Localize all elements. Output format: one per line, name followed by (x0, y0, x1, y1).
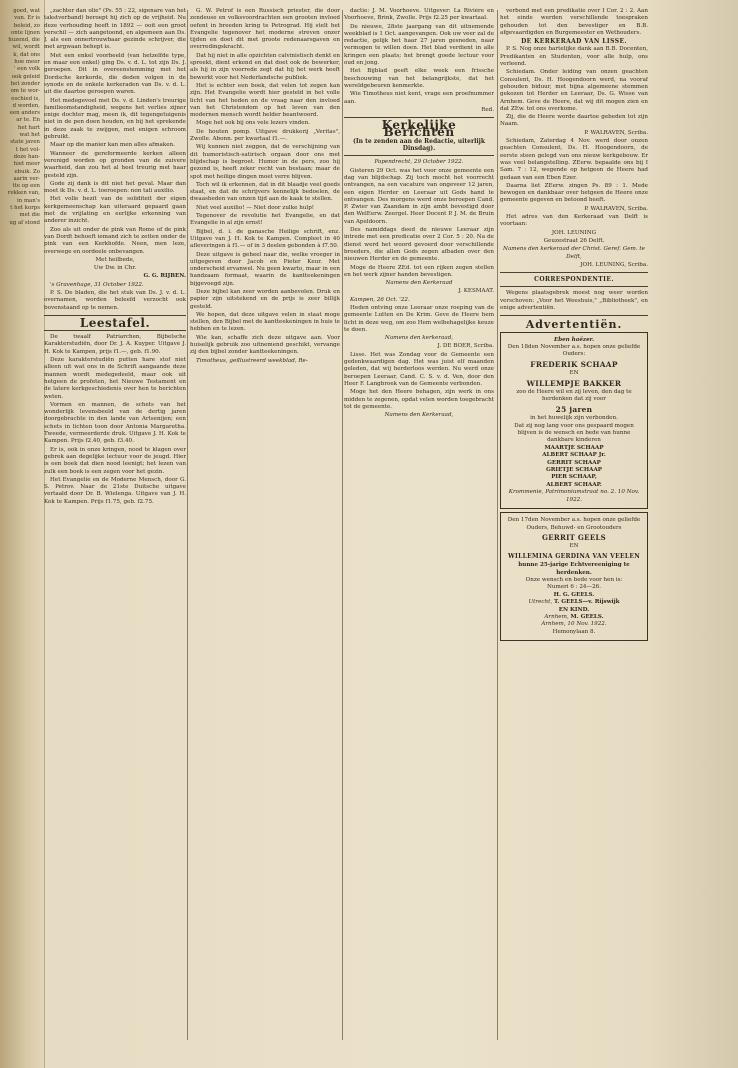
paragraph: P. S. Nog onze hartelijke dank aan B.B. Docenten, Predikanten en Studenten, voor alle hulp, ons verleend. (500, 46, 648, 68)
ad-name: GERRIT GEELS (541, 532, 607, 542)
ad-line: hunne 25-jarige Echtvereeniging te herdenken. (518, 562, 630, 576)
column-2 (190, 8, 340, 1048)
ad-line: in het huwelijk zijn verbonden. (530, 415, 618, 422)
margin-fragment: deze han- (13, 153, 40, 160)
margin-fragment: t het korps (10, 205, 40, 212)
margin-fragment: ebuik. Zo (14, 168, 40, 175)
paragraph: Wegens plaatsgebrek moest nog weer worden verschoven: „Voor het Weeshuis," „Bibliotheek", en enige advertentiën. (500, 290, 648, 311)
ad-line: EN (569, 370, 579, 377)
address: Namens den kerkeraad der Christ. Geref. Gem. te Delft, (503, 246, 645, 260)
margin-fragment: rekken van, (7, 190, 40, 197)
column-3 (344, 8, 494, 1048)
paragraph: Maar op die manier kan men alles afmaken. (50, 142, 175, 149)
paragraph: Wij kunnen niet zeggen, dat de verschijning van dit humoristisch-satirisch orgaan door ons met blijdschap is begroet. Humor in de pers, zoo hij gezond is, heeft zeker recht van bestaan; maar de spot met heilige dingen moet verre blijven. (190, 144, 340, 180)
address: JOH. LEUNING, Scriba. (580, 261, 648, 268)
paragraph: De nieuwe, 28ste jaargang van dit uitnemende weekblad is 1 Oct. aangevangen. Ook uw veer zal de redactie, gelijk het haar 27 jaren gesneden, naar vermogen te willen doen. Het blad verdient in alle kringen een plaats; het brengt goede lectuur voor oud en jong. (344, 23, 494, 67)
paragraph: Er is, ook in onze kringen, nood te klagen over gebrek aan degelijke lectuur voor de jeugd. Hier is een boek dat dien nood leenigt; het lezen van zulk een boek is een zegen voor het gezin. (44, 446, 186, 475)
paragraph: verbond met een predikatie over I Cor. 2 : 2. Aan het einde werden verschillende toespraken gehouden tot den bevestiger en B.B. afgevaardigden en Burgemeester en Wethouders. (500, 8, 648, 36)
review-entry: De houten pomp. Uitgave drukkerij „Veritas", Zwolle. Abonn. per kwartaal f1.—. (190, 128, 340, 143)
left-margin-column (2, 8, 40, 1048)
paragraph: Het Bijblad geeft elke week een frissche beschouwing van het belangrijkste, dat het wereldgebeuren kenmerkte. (344, 68, 494, 89)
ad-name: FREDERIK SCHAAP (530, 359, 618, 369)
paragraph: We hopen, dat deze uitgave velen in staat moge stellen, den Bijbel met de kantteekeningen in huis te hebben en te lezen. (190, 311, 340, 333)
paragraph: Deze bijbel kan zeer worden aanbevolen. Druk en papier zijn uitstekend en de prijs is zeer billijk gesteld. (190, 288, 340, 310)
margin-fragment: ug af stond (9, 219, 40, 226)
margin-fragment: t het vol- (15, 146, 40, 153)
ad-place: Krommenie, Patrimoniumstraat no. 2. 10 Nov. 1922. (508, 489, 640, 503)
paragraph: Timotheus, geïllustreerd weekblad, Re- (196, 357, 308, 364)
ad-family-name: GRIETJE SCHAAP (546, 467, 602, 474)
margin-fragment: huzend, die (8, 37, 40, 44)
margin-fragment: in man's (17, 197, 40, 204)
paragraph: Moge de Heere ZEd. tot een rijken zegen stellen en het werk zijner handen bevestigen. (344, 264, 494, 278)
ad-name: WILLEMINA GERDINA VAN VEELEN (507, 552, 641, 560)
margin-fragment: wil, wordt (12, 44, 40, 51)
signature: P. WALRAVEN, Scriba. (584, 205, 648, 212)
divider (500, 286, 648, 287)
column-4 (500, 8, 648, 1048)
margin-fragment: met die (19, 212, 40, 219)
margin-fragment: tte op een (12, 183, 40, 190)
closing: Met heilbede, (95, 256, 135, 263)
ad-place: Arnhem, 10 Nov. 1922. (541, 621, 607, 628)
ad-family-name: EN KIND. (558, 606, 590, 613)
ad-family-name: T. GEELS—v. Rijswijk (553, 599, 620, 606)
paragraph: Gode zij dank is dit niet het geval. Maar dan moet ik Ds. v. d. L. toeroepen: non tali auxilio. (44, 180, 186, 195)
ad-family-name: M. GEELS. (570, 613, 604, 620)
ad-line: zoo de Heere wil en zij leven, den dag te herdenken dat zij voor (516, 389, 632, 403)
paragraph: Tegenover de revolutie het Evangelie, en dat Evangelie in al zijn ernst! (190, 213, 340, 227)
paragraph: Het adres van den Kerkeraad van Delft is voortaan: (500, 214, 648, 228)
margin-fragment: state javen (10, 139, 40, 146)
divider (44, 330, 186, 331)
signature: Namens den Kerkeraad, (384, 412, 454, 419)
ad-line: Dat zij nog lang voor ons gespaard mogen blijven is de wensch en bede van hunne dankbare kinderen (514, 422, 634, 444)
ad-line (506, 599, 642, 606)
margin-fragment: een anders (9, 110, 40, 117)
margin-fragment: het hart (18, 124, 40, 131)
paragraph: Deze karakterstudiën putten hare stof niet alleen uit wat ons in de Schrift aangaande deze mannen wordt medegedeeld, maar ook uit hetgeen de profeten, het Nieuwe Testament en de latere kerkgeschiedenis over hen te berichten weten. (44, 357, 186, 400)
paragraph: Deze uitgave is geheel naar die, welke vroeger in uitgegeven door Jacob en Pieter Keur. Met onderscheid ervanwel. Nu geen kwarto, maar in een handzaam formaat, waarin de kantteekeningen bijgevoegd zijn. (190, 251, 340, 287)
ad-place: Arnhem, (544, 613, 569, 620)
section-title-advertentien: Advertentiën. (525, 318, 623, 332)
signature: J. DE BOER, Scriba. (437, 343, 494, 350)
ad-family-name: H. G. GEELS. (553, 591, 595, 598)
paragraph: Het medegevoel met Ds. v. d. Linden's treurige familieomstandigheid, wegens het verlies zijner enige dochter mag, meen ik, dit tegengetuigenis niet in de pen doen houden, en bij het sprekende in deze zaak te zwijgen, met enigen schroom gebruikt. (44, 97, 186, 141)
postscript: P. S. De bladen, die het stuk van Ds. J. v. d. L. overnamen, worden beleefd verzocht ook bovenstaand op te nemen. (44, 289, 186, 311)
signature: Namens den kerkeraad, (384, 335, 454, 342)
dateline: Papendrecht, 29 October 1922. (374, 159, 464, 166)
ad-years: 25 jaren (555, 404, 593, 414)
paragraph: Wanneer de gereformeerde kerken alleen verenigd worden op gronden van de zuivere waarheid, dan zou het al heel treurig met haar gesteld zijn. (44, 150, 186, 179)
ad-family-name: MAARTJE SCHAAP (544, 444, 604, 451)
column-divider (497, 10, 498, 1040)
paragraph: Daarna liet ZEerw. zingen Ps. 89 : 1. Mede bewogen en dankbaar over hetgeen de Heere onze gemeente gegeven en betoond heeft. (500, 182, 648, 204)
paragraph: dactie: J. M. Voorhoeve. Uitgever: La Rivière en Voorhoeve, Brink, Zwolle. Prijs f2.25 per kwartaal. (344, 8, 494, 22)
advertisement-schaap (500, 332, 648, 510)
ad-line (506, 614, 642, 621)
divider (500, 272, 648, 273)
margin-fragment: van. Er is (14, 15, 40, 22)
paragraph: Schiedam. Onder leiding van onzen geachten Consulent, Ds. H. Hoogendoorn werd, na vooraf gehouden biduur, met bijna algemeene stemmen gekozen tot Herder en Leeraar, Ds. G. Wisse van Arnhem. Geve de Heere, dat wij dit mogen zien en dat ZEw. tot ons overkome. (500, 69, 648, 112)
margin-fragment: om te wor- (10, 88, 40, 95)
paragraph: Gisteren 29 Oct. was het voor onze gemeente een dag van blijdschap. Zij toch mocht het voorrecht ontvangen, na een vacature van ongeveer 12 jaren, een eigen Herder en Leeraar uit Gods hand te ontvangen. Des morgens werd onze beroepen Cand. P. Zwier van Zaandam in zijn ambt bevestigd door den WelEerw. Zeergel. Heer Docent P. J. M. de Bruin van Apeldoorn. (344, 167, 494, 225)
signature: P. WALRAVEN, Scriba. (584, 129, 648, 136)
paragraph: Dat hij niet in alle opzichten calvinistisch denkt en spreekt, dient erkend en dat doet ook de bewerker, als hij in zijn voorrede zegt dat hij het werk heeft bewerkt voor het Nederlandsche publiek. (190, 52, 340, 81)
page-shadow (648, 0, 738, 1068)
margin-fragment: eschied is, (11, 95, 40, 102)
ad-line: Eben haëzer. (553, 336, 595, 343)
review-entry: Vormen en mannen, de schets van het wonderlijk levensbeeld van de dertig jaren doorgebrachte in den lande van Artsenijen; een schets in lichten toon door Antonia Margaretha. Tweede, vermeerderde druk. Uitgave J. H. Kok te Kampen. Prijs f2.40, geb. f3.40. (44, 401, 186, 445)
margin-fragment: ' een volk (13, 66, 40, 73)
signature: DE KERKERAAD VAN LISSE. (521, 38, 627, 46)
paragraph: Wie Timotheus niet kent, vrage een proefnummer aan. (344, 91, 494, 105)
section-title-kerkelijke-berichten: Kerkelijke Berichten (381, 118, 457, 140)
signature: Red. (481, 106, 494, 113)
divider (500, 315, 648, 316)
column-divider (187, 10, 188, 1040)
signature: Namens den Kerkeraad (385, 280, 453, 287)
review-entry: De twaalf Patriarchen, Bijbelsche Karakterstudiën, door Dr. J. A. Kuyper. Uitgave J. H. Kok te Kampen, prijs f1.—, geb. f1.90. (44, 334, 186, 355)
margin-fragment: ook geleid (11, 73, 40, 80)
margin-fragment: ar te. En (16, 117, 40, 124)
advertisement-geels (500, 512, 648, 641)
column-1 (44, 8, 186, 1048)
dateline: Kampen, 26 Oct. '22. (350, 296, 410, 303)
paragraph: Wie kan, schaffe zich deze uitgave aan. Voor huiselijk gebruik zoo uitnemend geschikt, vervange zij den bijbel zonder kantteekeningen. (190, 334, 340, 356)
paragraph: Moge het den Heere behagen, zijn werk in ons midden te zegenen, opdat velen worden toegebracht tot de gemeente. (344, 389, 494, 410)
paragraph: Het volle bezit van de soliditeit der eigen kerkgemeenschap kan uiteraard gepaard gaan met de vrijlating en eerlijke erkenning van anderer inzicht. (44, 196, 186, 225)
paragraph: Zoo als uit onder de pink van Rome of de pink van Dordt behoeft iemand zich te zetten onder de pink van een Kerkhofde. Neen, men leze, overwege en oordeele onbevangen. (44, 226, 186, 255)
place-date: 's Gravenhage, 31 October 1922. (50, 281, 144, 288)
margin-fragment: hiet meer (13, 161, 40, 168)
review-entry: Het Evangelie en de Moderne Mensch, door G. S. Petrov. Naar de 21ste Duitsche uitgave vertaald door Dr. B. Wielenga. Uitgave van J. H. Kok te Kampen. Prijs f1.75, geb. f2.75. (44, 476, 186, 505)
ad-family-name: GERRIT SCHAAP (547, 459, 601, 466)
ad-verse: Numeri 6 : 24—26. (547, 584, 601, 591)
margin-fragment: hoe meer (14, 59, 40, 66)
margin-fragment: beleid, zo (13, 22, 40, 29)
margin-fragment: d worden, (12, 102, 40, 109)
section-title-leestafel: Leestafel. (79, 315, 151, 330)
paragraph: Met een enkel voorbeeld (van hetzelfde type, en maar een enkel) ging Ds. v. d. L. tot zijn Ds. J. geroepen. Dit in overeenstemming met het Dordsche kerkorde, die deden volgen in de synode en de enkele kerkeraden van Ds. v. d. L. uit die daartoe geroepen waren. (44, 52, 186, 96)
paragraph: Lisse. Het was Zondag voor de Gemeente een gedenkwaardigen dag. Het was juist elf maanden geleden, dat wij herderloos werden. Nu werd onze beroepen Leeraar, Cand. C. S. v. d. Ven, door den Heer F. Langbroek van de Gemeente verbonden. (344, 351, 494, 387)
divider (344, 155, 494, 156)
paragraph: Des namiddags deed de nieuwe Leeraar zijn intrede met een predicatie over 2 Cor. 5 : 20. Na de dienst werd het woord gevoerd door verschillende broeders, die allen Gods zegen afbaden over den nieuwen Herder en de gemeente. (344, 227, 494, 263)
ad-family-name: PIER SCHAAP, (551, 474, 597, 481)
ad-line: Den 18den November a.s. hopen onze geliefde Ouders: (507, 343, 641, 358)
ad-family-name: ALBERT SCHAAP Jr. (542, 452, 606, 459)
signature: J. KESMAAT. (458, 288, 494, 295)
section-subtitle: (In te zenden aan de Redactie, uiterlijk Dinsdag). (352, 137, 486, 153)
paragraph: Schiedam, Zaterdag 4 Nov. werd door onzen geachten Consulent, Ds. H. Hoogendoorn, de eerste steen gelegd van ons nieuw kerkgebouw. Er was veel belangstelling. ZEerw. bepaalde ons bij I Sam. 7 : 12, wegende op hetgeen de Heere had gedaan van een Eben Ezer. (500, 138, 648, 181)
ad-line: Den 17den November a.s. hopen onze geliefde Ouders, Behuwd- en Grootouders (507, 517, 641, 531)
margin-fragment: goed, wat (13, 8, 40, 14)
paragraph: „zachter dan olie" (Ps. 55 : 22, sigenare van het takstverband) beroept hij zich op de vrijheid. Nu deze verhouding heeft in 1892 — ooit een groot verschil — zich aangetoond, en algemeen aan Ds. J. als een onnertrouwbaar gezinde schrijver, die met argwaan behept is. (44, 8, 186, 51)
paragraph: Heden ontving onze Leeraar onze roeping van de gemeente Lutten en De Krim. Geve de Heere hem licht in deze weg, om zoo Hem welbehagelijke keuze te doen. (344, 304, 494, 333)
margin-fragment: het zonder (10, 80, 40, 87)
column-divider (342, 10, 343, 1040)
paragraph: G. W. Petrof is een Russisch priester, die door zendeuse en volksvoordrachten een grooten invloed oefent in breeden kring te Petrograd. Hij stelt het Evangelie tegenover het moderne streven onzer tijden en doet dit met groote redenaarsgaven en overredingskracht. (190, 8, 340, 51)
margin-fragment: aarin ver- (13, 175, 40, 182)
paragraph: Toch wil ik erkennen, dat in dit blaadje veel goeds staat, en dat de schrijvers kennelijk bedoelen, de dwaasheden van onzen tijd aan de kaak te stellen. (190, 181, 340, 203)
address: JOH. LEUNING (551, 229, 597, 236)
ad-place: Utrecht, (528, 599, 553, 606)
ad-family-name: ALBERT SCHAAP. (546, 481, 602, 488)
paragraph: Zij, die de Heere worde daartoe gebeden tot zijn Naam. (500, 114, 648, 128)
paragraph: Moge het ook bij ons vele lezers vinden. (196, 120, 310, 127)
margin-fragment: k, dat ons (13, 51, 40, 58)
review-entry: Bijbel, d. i. de ganasche Heilige schrift, enz. Uitgave van J. H. Kok te Kampen. Compleet in 40 afleveringen à f1.— of in 3 deelen gebonden à f7.50. (190, 228, 340, 250)
paragraph: Niet veel auxilio! — Niet door zulke hulp! (196, 204, 315, 211)
ad-name: WILLEMPJE BAKKER (526, 378, 622, 388)
signature: G. G. RIJBEN. (143, 273, 186, 280)
margin-fragment: onte lijnen (10, 29, 40, 36)
address: Geuzestraat 26 Delft. (543, 237, 605, 244)
margin-fragment: wat het (19, 132, 40, 139)
ad-address: Hemonylaan 8. (552, 628, 596, 635)
ad-line: Onze wensch en bede voor hen is: (525, 576, 623, 583)
closing: Uw Dw. in Chr. (93, 265, 137, 272)
paragraph: Het is echter een boek, dat velen tot zegen kan zijn. Het Evangelie wordt hier gesteld in het volle licht van het heden en de vraag naar den invloed van het Christendom op het leven van den modernen mensch wordt helder beantwoord. (190, 82, 340, 119)
section-title-correspondentie: CORRESPONDENTIE. (534, 276, 614, 284)
ad-line: EN (569, 543, 579, 550)
